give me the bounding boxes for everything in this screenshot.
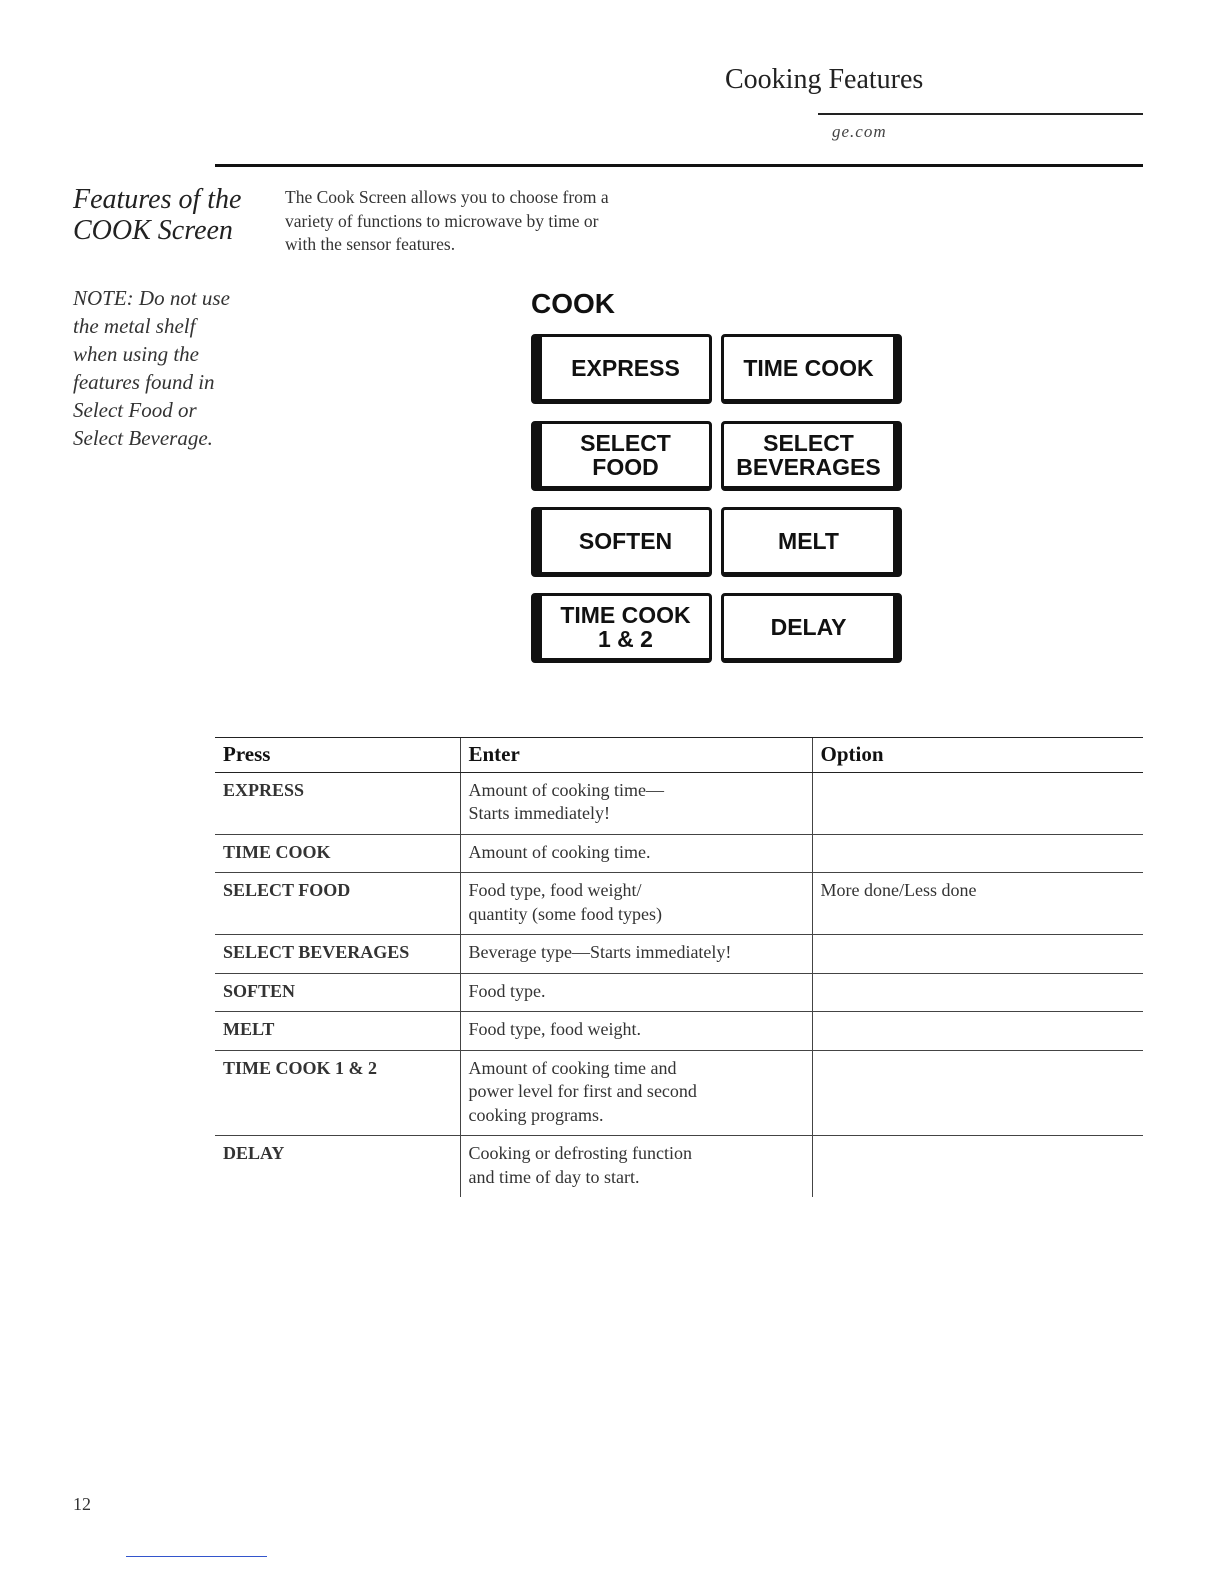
intro-line: The Cook Screen allows you to choose from a [285, 187, 609, 207]
enter-cell [460, 873, 812, 935]
melt-button-label: MELT [778, 528, 839, 554]
table-row [215, 935, 1143, 974]
note-line: NOTE: Do not use [73, 286, 230, 310]
page-number: 12 [73, 1494, 91, 1514]
section-heading [73, 184, 273, 246]
option-cell [812, 772, 1143, 834]
express-button[interactable] [531, 334, 712, 404]
press-cell: TIME COOK [215, 834, 460, 873]
select-beverages-button[interactable] [721, 421, 902, 491]
footer-divider [126, 1556, 267, 1557]
header-divider [818, 113, 1143, 115]
option-cell [812, 834, 1143, 873]
column-header-press: Press [215, 738, 460, 773]
enter-cell [460, 1012, 812, 1051]
enter-line: Food type, food weight/ [468, 880, 642, 900]
enter-line: Amount of cooking time. [468, 841, 651, 862]
express-button-label: EXPRESS [571, 355, 680, 381]
time-cook-1-2-button[interactable] [531, 593, 712, 663]
note-line: when using the [73, 342, 199, 366]
table-row [215, 973, 1143, 1012]
table-header-row [215, 738, 1143, 773]
melt-button[interactable] [721, 507, 902, 577]
site-link[interactable]: ge.com [832, 122, 887, 141]
enter-cell [460, 1050, 812, 1136]
press-cell: TIME COOK 1 & 2 [215, 1050, 460, 1136]
press-cell: SELECT FOOD [215, 873, 460, 935]
delay-button[interactable] [721, 593, 902, 663]
option-cell [812, 1012, 1143, 1051]
enter-line: cooking programs. [468, 1104, 604, 1125]
column-header-enter: Enter [460, 738, 812, 773]
enter-cell [460, 772, 812, 834]
section-heading-line: COOK Screen [73, 215, 233, 246]
enter-line: Food type. [468, 980, 546, 1001]
table-row [215, 834, 1143, 873]
option-cell [812, 1136, 1143, 1198]
time-cook-button-label: TIME COOK [743, 355, 874, 381]
intro-line: variety of functions to microwave by time or [285, 210, 599, 231]
table-row [215, 1012, 1143, 1051]
press-cell: SELECT BEVERAGES [215, 935, 460, 974]
delay-button-label: DELAY [770, 614, 847, 640]
time-cook-1-2-button-label: TIME COOK 1 & 2 [560, 602, 691, 652]
enter-cell [460, 1136, 812, 1198]
note-line: Select Food or [73, 398, 197, 422]
note-line: features found in [73, 370, 215, 394]
option-cell [812, 935, 1143, 974]
enter-line: Amount of cooking time and [468, 1057, 677, 1078]
enter-cell [460, 834, 812, 873]
soften-button[interactable] [531, 507, 712, 577]
enter-line: power level for first and second [468, 1081, 697, 1101]
enter-line: Amount of cooking time— [468, 779, 664, 800]
intro-line: with the sensor features. [285, 234, 456, 254]
enter-cell [460, 973, 812, 1012]
intro-paragraph [285, 186, 705, 257]
enter-cell [460, 935, 812, 974]
table-row [215, 772, 1143, 834]
note-line: Select Beverage. [73, 426, 213, 450]
press-cell: EXPRESS [215, 772, 460, 834]
enter-line: Food type, food weight. [468, 1019, 641, 1039]
option-cell: More done/Less done [812, 873, 1143, 935]
option-cell [812, 1050, 1143, 1136]
page-header-title: Cooking Features [725, 64, 924, 95]
enter-line: Beverage type—Starts immediately! [468, 942, 732, 962]
enter-line: Starts immediately! [468, 803, 610, 823]
press-cell: SOFTEN [215, 973, 460, 1012]
features-table [215, 737, 1143, 1197]
table-row [215, 1050, 1143, 1136]
press-cell: DELAY [223, 1143, 285, 1163]
select-food-button[interactable] [531, 421, 712, 491]
table-row [215, 873, 1143, 935]
soften-button-label: SOFTEN [578, 528, 673, 554]
column-header-option: Option [812, 738, 1143, 773]
select-food-button-label: SELECT FOOD [580, 430, 671, 480]
table-row [215, 1136, 1143, 1198]
enter-line: Cooking or defrosting function [468, 1143, 692, 1163]
time-cook-button[interactable] [721, 334, 902, 404]
select-beverages-button-label: SELECT BEVERAGES [736, 430, 881, 480]
enter-line: and time of day to start. [468, 1166, 640, 1187]
enter-line: quantity (some food types) [468, 903, 662, 924]
shelf-note [73, 284, 263, 452]
option-cell [812, 973, 1143, 1012]
note-line: the metal shelf [73, 314, 196, 338]
section-divider [215, 164, 1143, 167]
press-cell: MELT [215, 1012, 460, 1051]
section-heading-line: Features of the [73, 184, 242, 215]
cook-screen-title: COOK [531, 288, 615, 319]
